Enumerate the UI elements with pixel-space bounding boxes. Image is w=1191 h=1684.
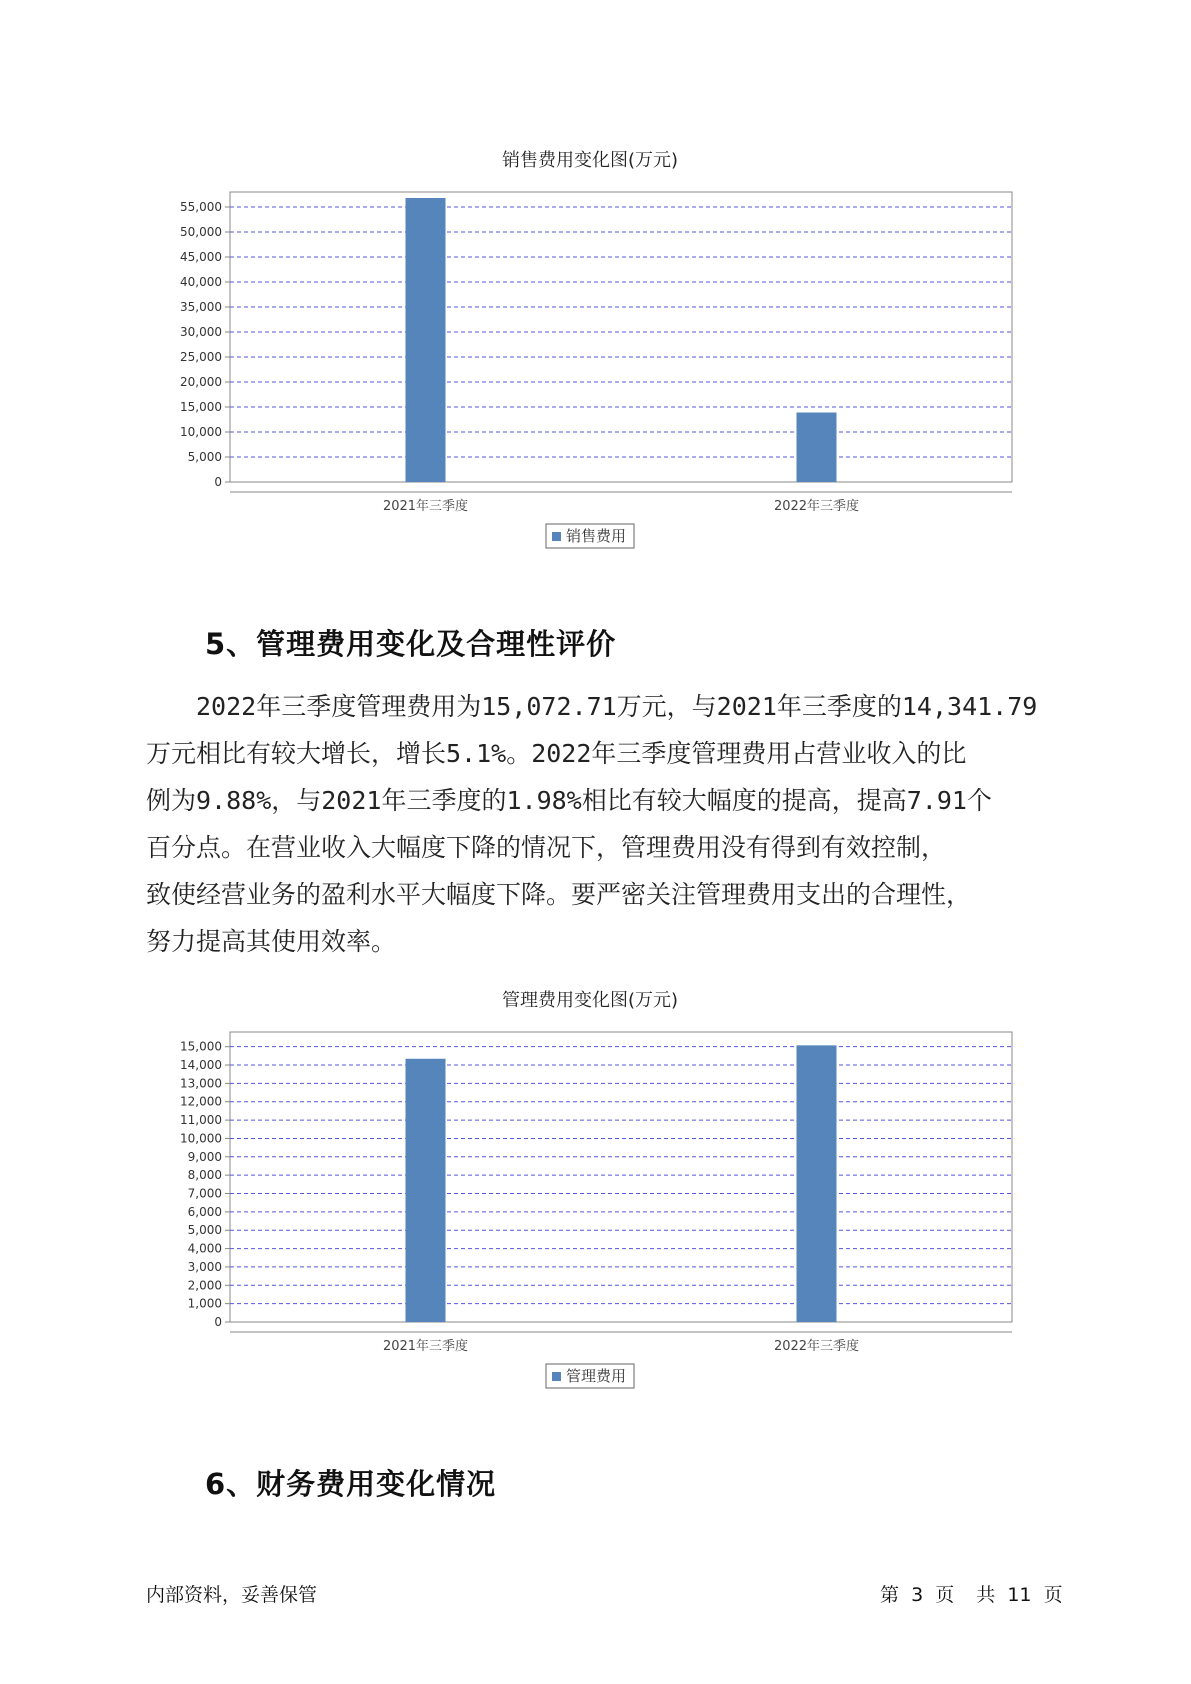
total-unit: 页 <box>1043 1584 1063 1606</box>
total-num: 11 <box>1007 1584 1032 1606</box>
y-tick-label: 9,000 <box>187 1149 222 1164</box>
sales-expense-chart <box>160 140 1020 590</box>
paragraph-line: 努力提高其使用效率。 <box>146 927 397 956</box>
legend-label: 销售费用 <box>566 527 627 545</box>
total-label: 共 <box>976 1584 996 1606</box>
y-tick-label: 11,000 <box>180 1113 222 1128</box>
chart-title: 销售费用变化图(万元) <box>501 150 679 171</box>
y-tick-label: 4,000 <box>187 1241 222 1256</box>
bar <box>797 413 837 483</box>
bar <box>406 1059 446 1322</box>
bar <box>406 198 446 482</box>
y-tick-label: 15,000 <box>180 400 222 414</box>
y-tick-label: 5,000 <box>187 1223 222 1238</box>
y-tick-label: 5,000 <box>187 450 222 464</box>
y-tick-label: 25,000 <box>180 350 222 364</box>
admin-expense-chart-svg <box>160 980 1020 1430</box>
x-tick-label: 2022年三季度 <box>773 499 860 514</box>
bar <box>797 1045 837 1322</box>
admin-expense-chart <box>160 980 1020 1430</box>
y-tick-label: 10,000 <box>180 1131 222 1146</box>
paragraph-line: 例为9.88%，与2021年三季度的1.98%相比有较大幅度的提高，提高7.91个 <box>146 786 992 815</box>
y-tick-label: 10,000 <box>180 425 222 439</box>
paragraph-line: 百分点。在营业收入大幅度下降的情况下，管理费用没有得到有效控制， <box>146 833 947 862</box>
y-tick-label: 55,000 <box>180 200 222 214</box>
page-num: 3 <box>911 1584 924 1606</box>
chart-title: 管理费用变化图(万元) <box>501 990 679 1011</box>
section-5-heading: 5、管理费用变化及合理性评价 <box>205 627 617 661</box>
y-tick-label: 8,000 <box>187 1168 222 1183</box>
y-tick-label: 40,000 <box>180 275 222 289</box>
y-tick-label: 2,000 <box>187 1278 222 1293</box>
page-unit: 页 <box>935 1584 955 1606</box>
plot-area <box>230 192 1012 482</box>
plot-area <box>230 1032 1012 1322</box>
section-6-heading: 6、财务费用变化情况 <box>205 1467 497 1501</box>
footer-page-number <box>880 1580 1069 1607</box>
y-tick-label: 0 <box>214 1315 222 1329</box>
y-tick-label: 50,000 <box>180 225 222 239</box>
x-tick-label: 2021年三季度 <box>382 1339 469 1354</box>
y-tick-label: 7,000 <box>187 1186 222 1201</box>
section-5-paragraph <box>146 683 1076 965</box>
x-tick-label: 2022年三季度 <box>773 1339 860 1354</box>
legend-swatch <box>552 1372 561 1381</box>
y-tick-label: 14,000 <box>180 1058 222 1073</box>
legend-label: 管理费用 <box>566 1367 627 1385</box>
y-tick-label: 20,000 <box>180 375 222 389</box>
y-tick-label: 6,000 <box>187 1204 222 1219</box>
sales-expense-chart-svg <box>160 140 1020 590</box>
y-tick-label: 13,000 <box>180 1076 222 1091</box>
paragraph-line: 致使经营业务的盈利水平大幅度下降。要严密关注管理费用支出的合理性， <box>146 880 972 909</box>
x-tick-label: 2021年三季度 <box>382 499 469 514</box>
paragraph-line: 万元相比有较大增长，增长5.1%。2022年三季度管理费用占营业收入的比 <box>146 739 967 768</box>
y-tick-label: 45,000 <box>180 250 222 264</box>
y-tick-label: 0 <box>214 475 222 489</box>
y-tick-label: 3,000 <box>187 1259 222 1274</box>
page-label: 第 <box>880 1584 900 1606</box>
legend-swatch <box>552 532 561 541</box>
y-tick-label: 12,000 <box>180 1094 222 1109</box>
paragraph-line: 2022年三季度管理费用为15,072.71万元，与2021年三季度的14,341.79 <box>196 692 1038 721</box>
y-tick-label: 15,000 <box>180 1039 222 1054</box>
y-tick-label: 1,000 <box>187 1296 222 1311</box>
footer-note: 内部资料，妥善保管 <box>146 1584 318 1606</box>
y-tick-label: 35,000 <box>180 300 222 314</box>
y-tick-label: 30,000 <box>180 325 222 339</box>
